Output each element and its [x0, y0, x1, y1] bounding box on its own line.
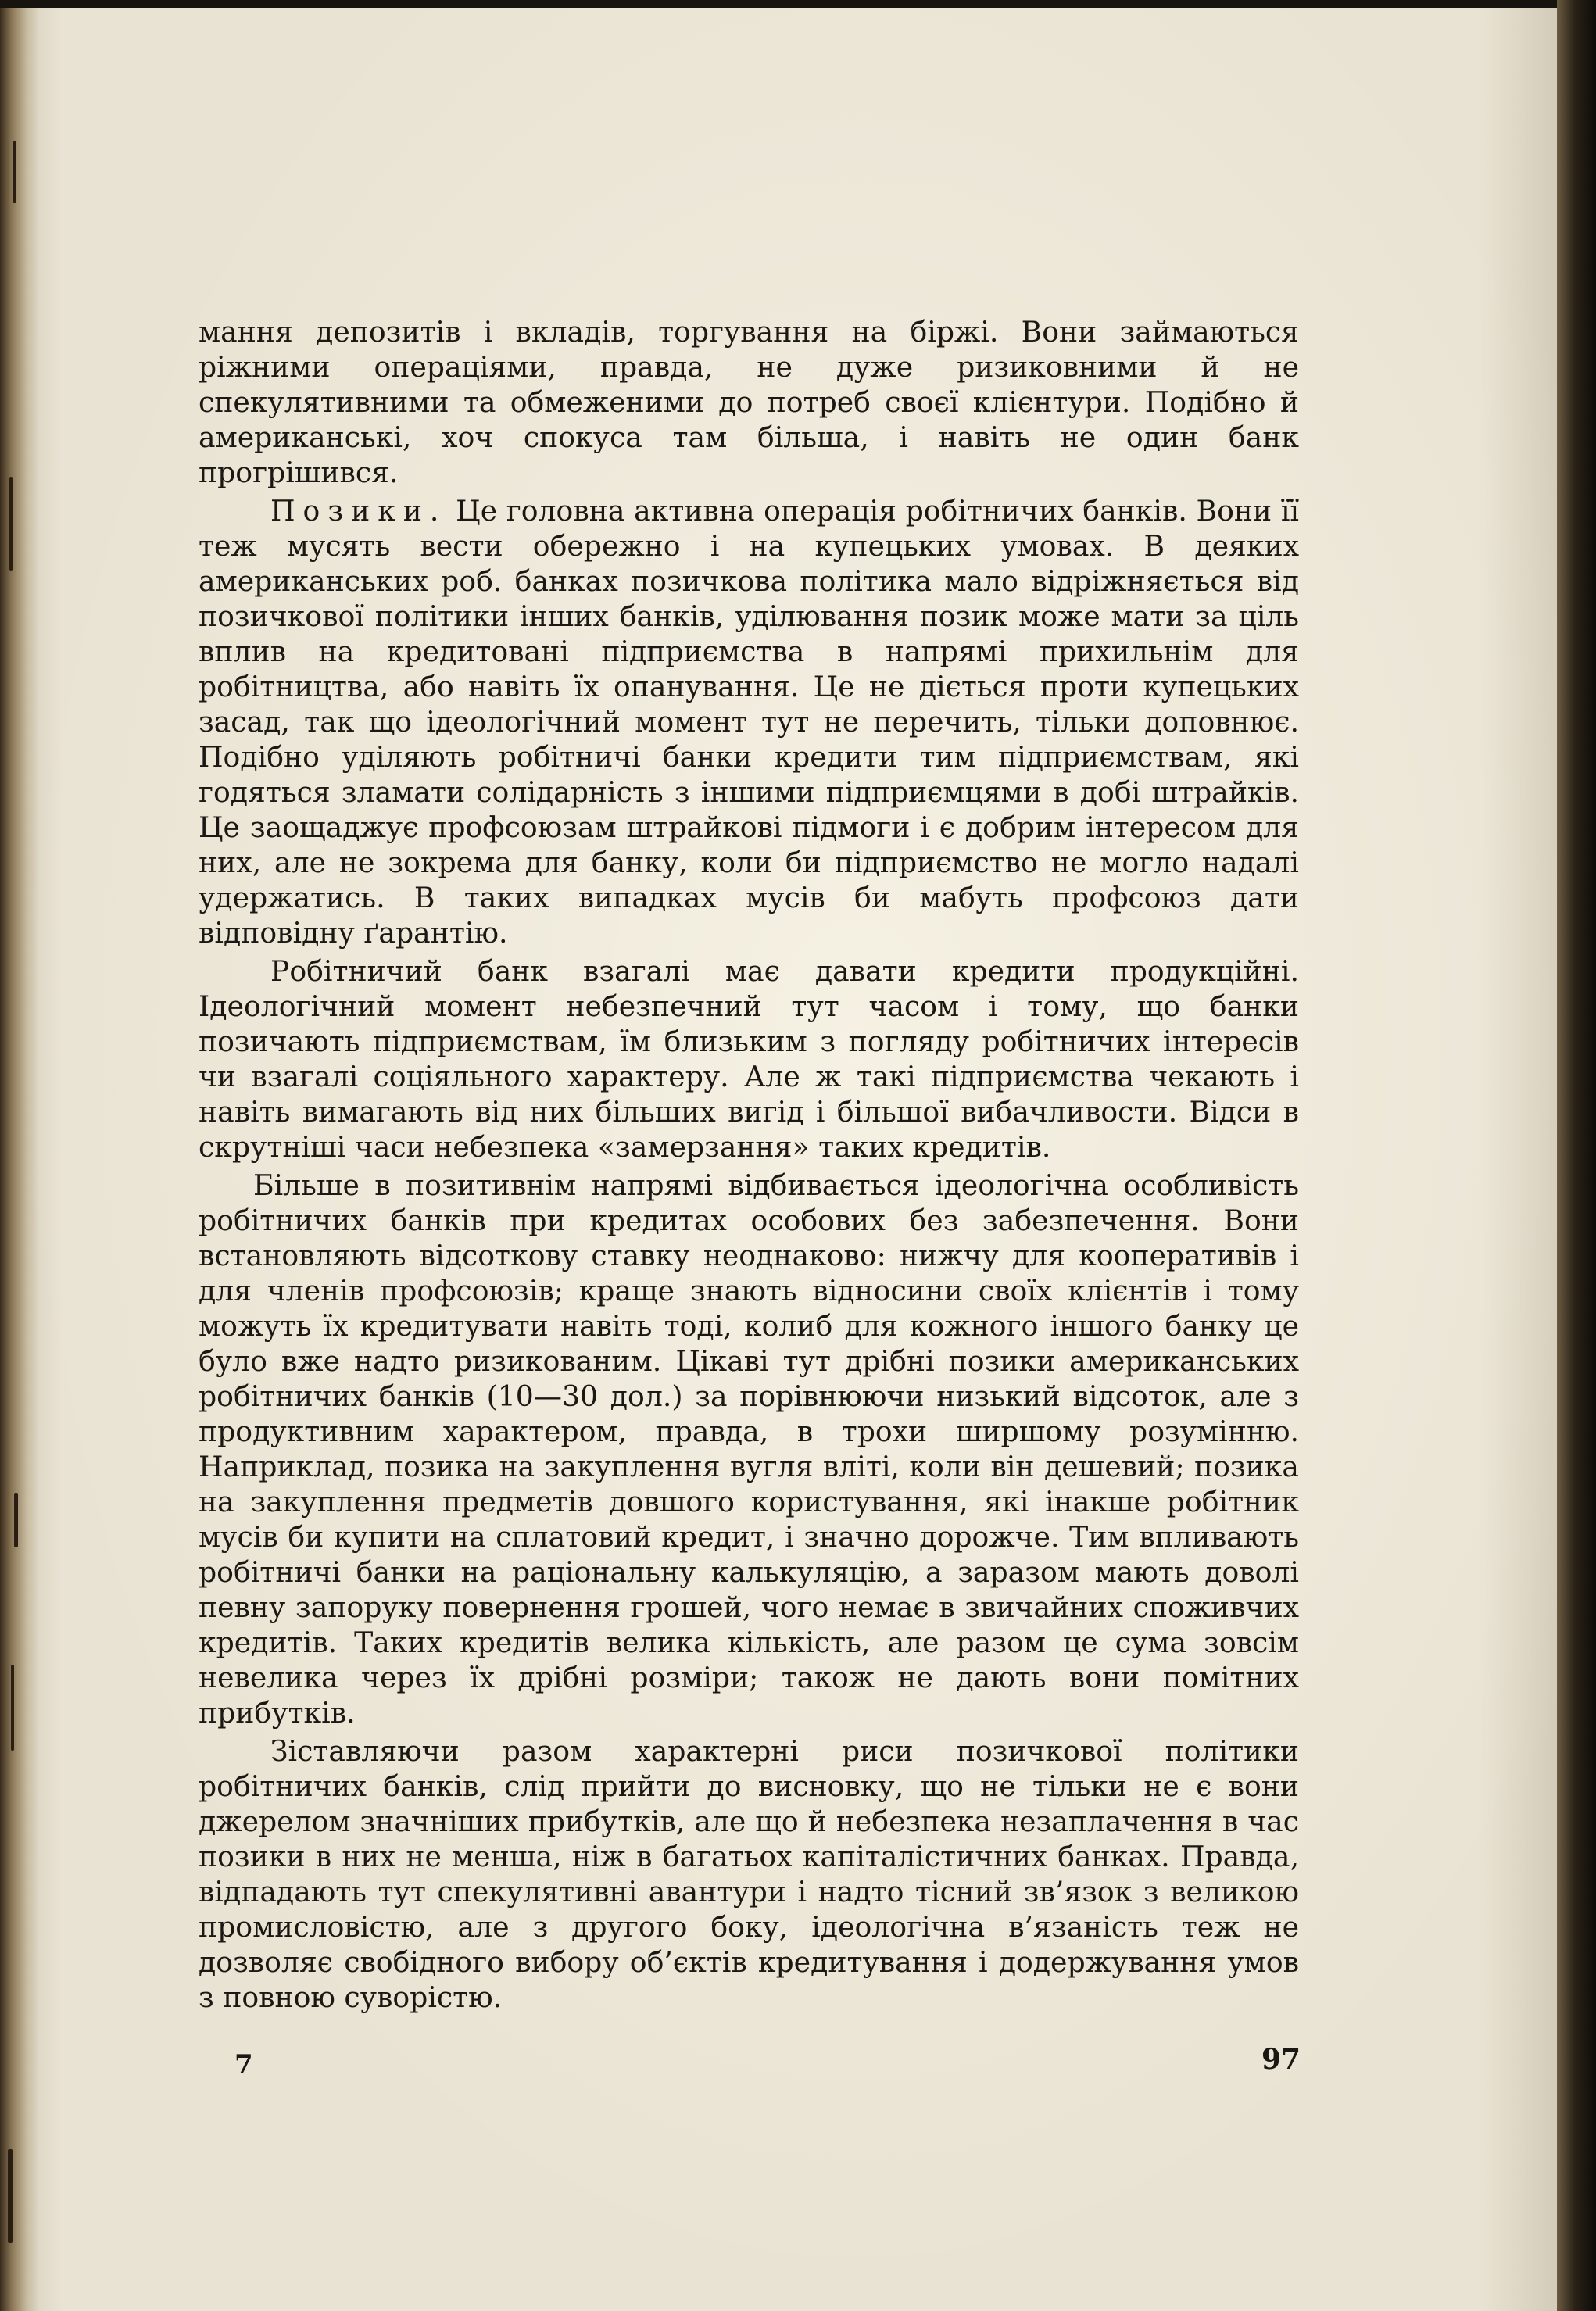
body-text — [199, 314, 1299, 2018]
paragraph — [199, 953, 1299, 1164]
paragraph-text: Більше в позитивнім напрямі відбивається ідеологічна особливість робітничих банків при кредитах особових без забезпечення. Вони встановляють відсоткову ставку неоднаково: нижчу для кооперативів і для членів профсоюзів; краще знають відносини своїх клієнтів і тому можуть їх кредитувати навіть тоді, колиб для кожного іншого банку це було вже надто ризикованим. Цікаві тут дрібні позики американських робітничих банків (10—30 дол.) за порівнюючи низький відсоток, але з продуктивним характером, правда, в трохи ширшому розумінню. Наприклад, позика на закуплення вугля вліті, коли він дешевий; позика на закуплення предметів довшого користування, які інакше робітник мусів би купити на сплатовий кредит, і значно дорожче. Тим впливають робітничі банки на раціональну калькуляцію, а заразом мають доволі певну запоруку повернення грошей, чого немає в звичайних споживчих кредитів. Таких кредитів велика кількість, але разом це сума зовсім невелика через їх дрібні розміри; також не дають вони помітних прибутків. — [199, 1168, 1299, 1730]
section-lead-word: Позики. — [270, 494, 447, 528]
spine-binding-mark — [9, 477, 13, 571]
paragraph-text: Зіставляючи разом характерні риси позичкової політики робітничих банків, слід прийти до висновку, що не тільки не є вони джерелом значніших прибутків, але що й небезпека незаплачення в час позики в них не менша, ніж в багатьох капіталістичних банках. Правда, відпадають тут спекулятивні авантури і надто тісний зв’язок з великою промисловістю, але з другого боку, ідеологічна в’язаність теж не дозволяє свобідного вибору об’єктів кредитування і додержування умов з повною суворістю. — [199, 1734, 1299, 2014]
paragraph — [199, 1168, 1299, 1730]
spine-binding-mark — [8, 2149, 13, 2243]
spine-binding-mark — [14, 1493, 18, 1547]
page-number: 97 — [1261, 2043, 1301, 2076]
spine-binding-mark — [13, 141, 16, 203]
book-spine-shadow — [0, 8, 39, 2311]
spine-binding-mark — [11, 1665, 14, 1751]
page-edge-shadow — [1557, 0, 1596, 2311]
paragraph — [199, 493, 1299, 950]
paragraph-text: Це головна активна операція робітничих банків. Вони її теж мусять вести обережно і на купецьких умовах. В деяких американських роб. банках позичкова політика мало відріжняється від позичкової політики інших банків, уділювання позик може мати за ціль вплив на кредитовані підприємства в напрямі прихильнім для робітництва, або навіть їх опанування. Це не діється проти купецьких засад, так що ідеологічний момент тут не перечить, тільки доповнює. Подібно уділяють робітничі банки кредити тим підприємствам, які годяться зламати солідарність з іншими підприємцями в добі штрайків. Це заощаджує профсоюзам штрайкові підмоги і є добрим інтересом для них, але не зокрема для банку, коли би підприємство не могло надалі удержатись. В таких випадках мусів би мабуть профсоюз дати відповідну ґарантію. — [199, 494, 1299, 950]
paragraph — [199, 1733, 1299, 2015]
signature-mark: 7 — [234, 2049, 253, 2080]
paragraph-text: Робітничий банк взагалі має давати кредити продукційні. Ідеологічний момент небезпечний тут часом і тому, що банки позичають підприємствам, їм близьким з погляду робітничих інтересів чи взагалі соціяльного характеру. Але ж такі підприємства чекають і навіть вимагають від них більших вигід і більшої вибачливости. Відси в скрутніші часи небезпека «замерзання» таких кредитів. — [199, 954, 1299, 1164]
paragraph — [199, 314, 1299, 490]
page-sheet — [0, 8, 1557, 2311]
paragraph-text: мання депозитів і вкладів, торгування на біржі. Вони займаються ріжними операціями, правда, не дуже ризиковними й не спекулятивними та обмеженими до потреб своєї клієнтури. Подібно й американські, хоч спокуса там більша, і навіть не один банк прогрішився. — [199, 315, 1299, 489]
